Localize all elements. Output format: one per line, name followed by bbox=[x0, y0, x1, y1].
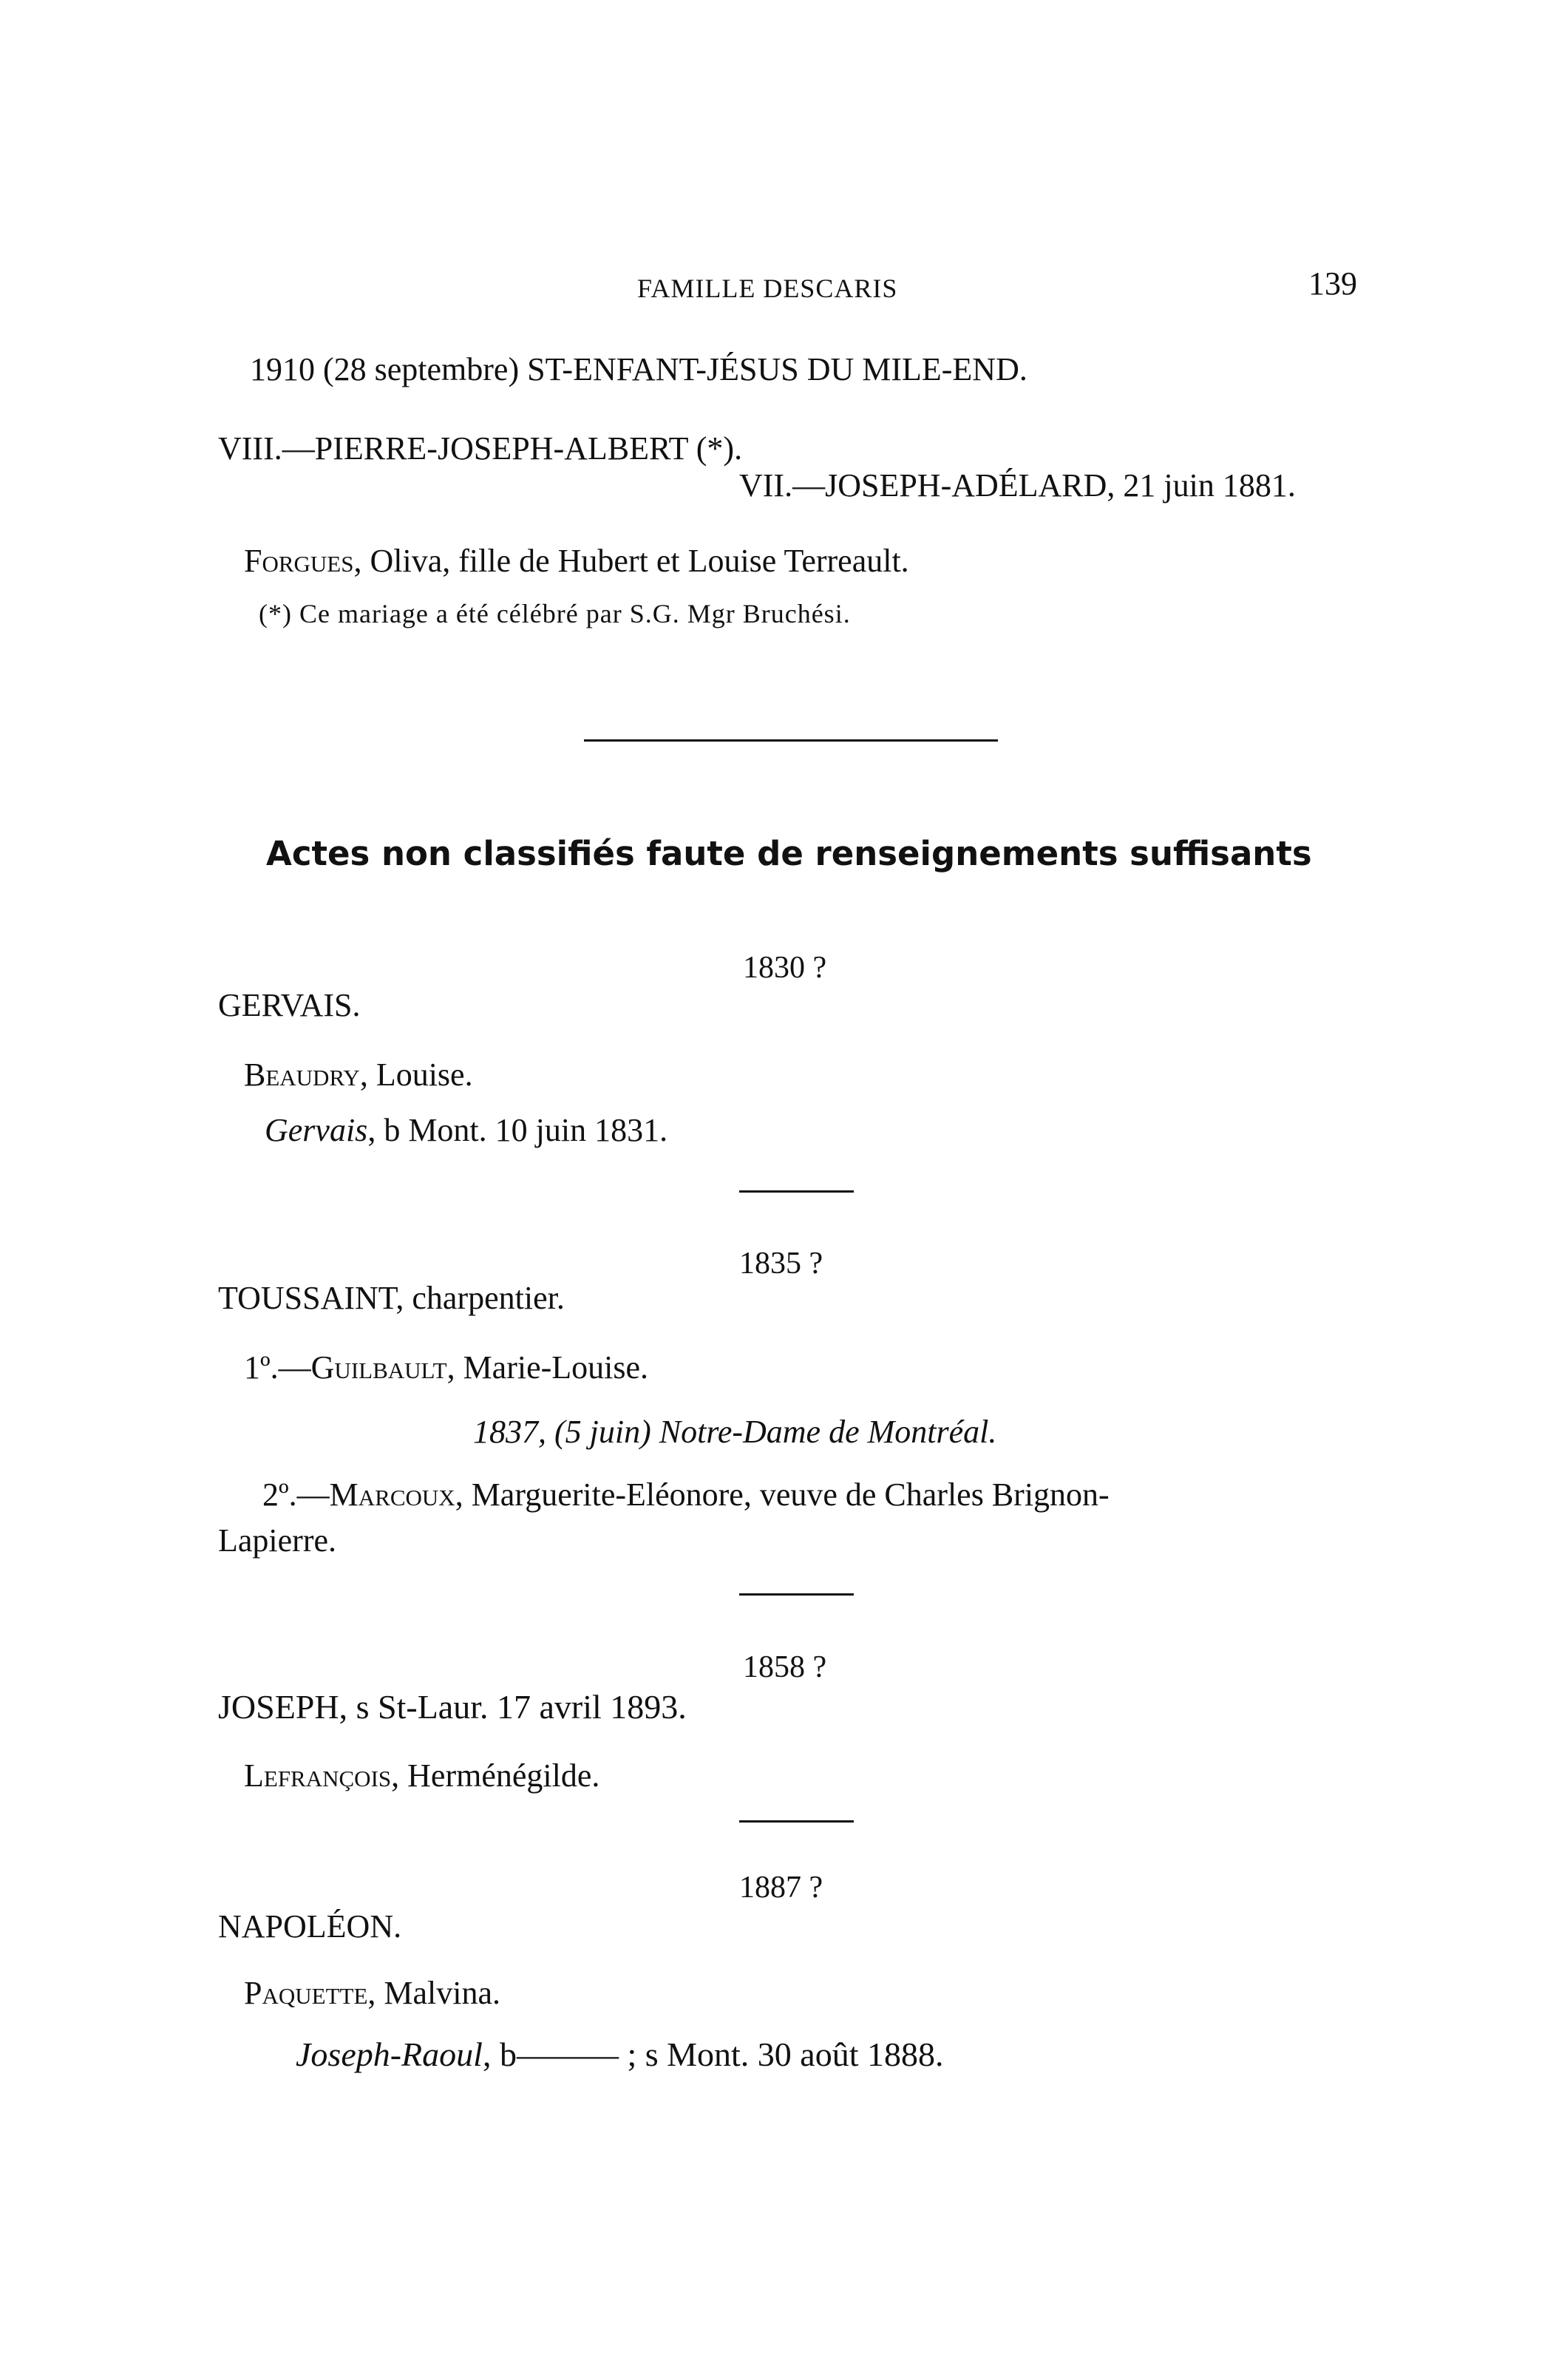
section-heading: Actes non classifiés faute de renseignements suffisants bbox=[266, 834, 1312, 873]
entry-divider bbox=[739, 1190, 854, 1193]
child-line: Gervais, b Mont. 10 juin 1831. bbox=[265, 1112, 668, 1148]
entry-name: NAPOLÉON. bbox=[218, 1908, 402, 1945]
entry-divider bbox=[739, 1593, 854, 1596]
record-line-viii: VIII.—PIERRE-JOSEPH-ALBERT (*). bbox=[218, 430, 743, 467]
marriage-detail-1: 1837, (5 juin) Notre-Dame de Montréal. bbox=[473, 1414, 997, 1450]
spouse-line: Beaudry, Louise. bbox=[244, 1057, 473, 1093]
marriage-line-1: 1º.—Guilbault, Marie-Louise. bbox=[244, 1349, 649, 1386]
page-number: 139 bbox=[1308, 265, 1357, 302]
entry-year: 1835 ? bbox=[739, 1247, 823, 1281]
entry-year: 1858 ? bbox=[743, 1650, 827, 1684]
section-divider bbox=[584, 739, 998, 742]
entry-year: 1830 ? bbox=[743, 951, 827, 985]
child-line: Joseph-Raoul, b——— ; s Mont. 30 août 1888. bbox=[296, 2035, 944, 2073]
marriage-line-2: 2º.—Marcoux, Marguerite-Eléonore, veuve de Charles Brignon- bbox=[262, 1477, 1110, 1513]
entry-name: JOSEPH, s St-Laur. 17 avril 1893. bbox=[218, 1688, 687, 1726]
footnote: (*) Ce mariage a été célébré par S.G. Mgr Bruchési. bbox=[259, 599, 851, 628]
spouse-line: Paquette, Malvina. bbox=[244, 1975, 501, 2011]
marriage-line-2-cont: Lapierre. bbox=[218, 1522, 336, 1559]
running-title: FAMILLE DESCARIS bbox=[637, 274, 898, 303]
entry-year: 1887 ? bbox=[739, 1871, 823, 1905]
entry-divider bbox=[739, 1820, 854, 1823]
entry-name: GERVAIS. bbox=[218, 987, 361, 1023]
record-line-1910: 1910 (28 septembre) ST-ENFANT-JÉSUS DU MILE-END. bbox=[250, 351, 1027, 387]
spouse-line-forgues: Forgues, Oliva, fille de Hubert et Louise Terreault. bbox=[244, 543, 909, 579]
record-line-vii: VII.—JOSEPH-ADÉLARD, 21 juin 1881. bbox=[739, 467, 1296, 504]
spouse-line: Lefrançois, Herménégilde. bbox=[244, 1757, 600, 1794]
entry-name: TOUSSAINT, charpentier. bbox=[218, 1280, 565, 1316]
